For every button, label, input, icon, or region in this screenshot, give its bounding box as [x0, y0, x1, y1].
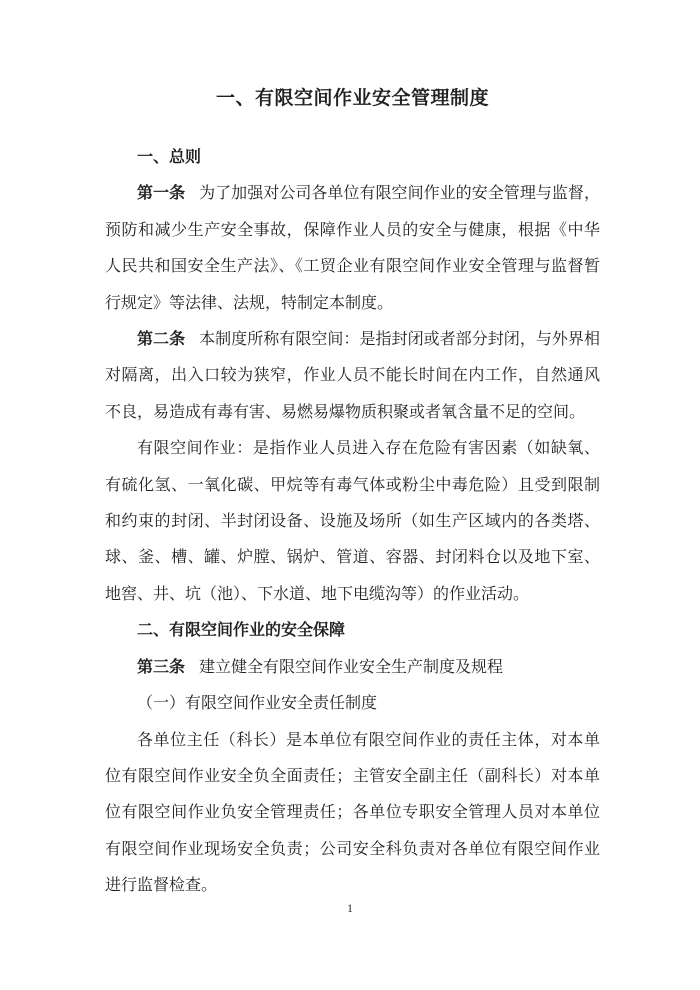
article-3-label: 第三条: [137, 658, 186, 676]
paragraph-confined-space-definition: 有限空间作业：是指作业人员进入存在危险有害因素（如缺氧、有硫化氢、一氧化碳、甲烷等有毒气体或粉尘中毒危险）且受到限制和约束的封闭、半封闭设备、设施及场所（如生产区域内的各类塔、球、釜、槽、罐、炉膛、锅炉、管道、容器、封闭料仓以及地下室、地窖、井、坑（池）、下水道、地下电缆沟等）的作业活动。: [105, 440, 600, 603]
article-1-text: 为了加强对公司各单位有限空间作业的安全管理与监督，预防和减少生产安全事故，保障作业人员的安全与健康，根据《中华人民共和国安全生产法》、《工贸企业有限空间作业安全管理与监督暂行规定》等法律、法规，特制定本制度。: [105, 185, 600, 312]
page-footer: [0, 900, 700, 916]
paragraph-article-1: [105, 176, 600, 322]
paragraph-subitem-1-title: （一）有限空间作业安全责任制度: [137, 695, 378, 713]
section-heading-safety-guarantee: 二、有限空间作业的安全保障: [137, 622, 346, 640]
paragraph-responsibility-detail: 各单位主任（科长）是本单位有限空间作业的责任主体，对本单位有限空间作业安全负全面责任；主管安全副主任（副科长）对本单位有限空间作业负安全管理责任；各单位专职安全管理人员对本单位有限空间作业现场安全负责；公司安全科负责对各单位有限空间作业进行监督检查。: [105, 731, 600, 895]
paragraph-article-2: [105, 322, 600, 431]
article-1-label: 第一条: [137, 185, 186, 203]
article-2-text: 本制度所称有限空间：是指封闭或者部分封闭，与外界相对隔离，出入口较为狭窄，作业人员不能长时间在内工作，自然通风不良，易造成有毒有害、易燃易爆物质积聚或者氧含量不足的空间。: [105, 331, 600, 421]
document-title: 一、有限空间作业安全管理制度: [215, 88, 489, 109]
article-3-text: 建立健全有限空间作业安全生产制度及规程: [199, 658, 504, 676]
page-number: 1: [347, 901, 353, 915]
section-heading-general-rules: 一、总则: [137, 149, 202, 166]
paragraph-article-3: [105, 650, 600, 686]
article-2-label: 第二条: [137, 331, 186, 349]
